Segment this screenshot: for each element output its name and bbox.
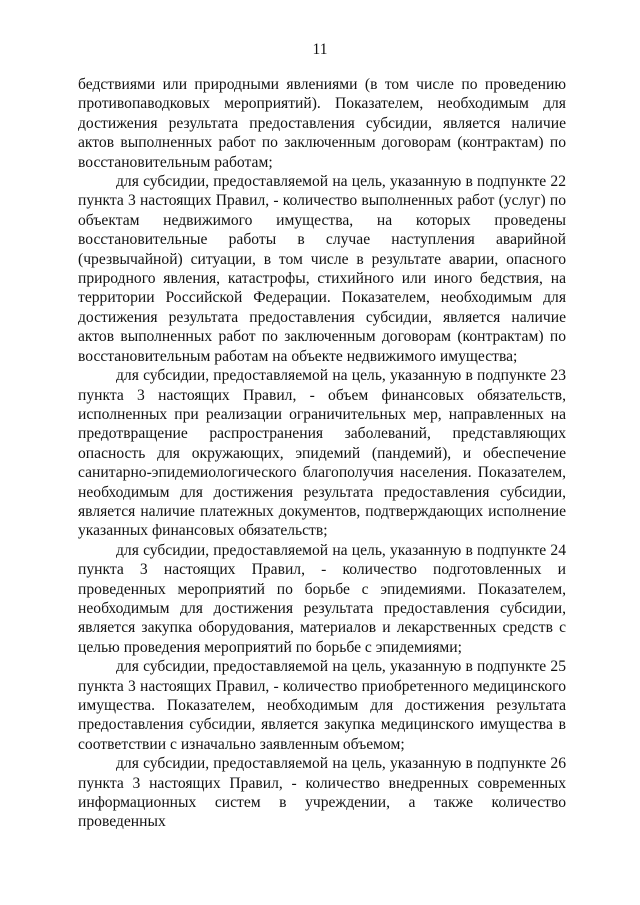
paragraph-subitem-22: для субсидии, предоставляемой на цель, указанную в подпункте 22 пункта 3 настоящих Правил, - количество выполненных работ (услуг) по объектам недвижимого имущества, на которых проведены восстановительные работы в случае наступления аварийной (чрезвычайной) ситуации, в том числе в результате аварии, опасного природного явления, катастрофы, стихийного или иного бедствия, на территории Российской Федерации. Показателем, необходимым для достижения результата предоставления субсидии, является наличие актов выполненных работ по заключенным договорам (контрактам) по восстановительным работам на объекте недвижимого имущества;	[78, 173, 566, 365]
paragraph-subitem-25: для субсидии, предоставляемой на цель, указанную в подпункте 25 пункта 3 настоящих Правил, - количество приобретенного медицинского имущества. Показателем, необходимым для достижения результата предоставления субсидии, является закупка медицинского имущества в соответствии с изначально заявленным объемом;	[78, 658, 566, 753]
paragraph-subitem-23: для субсидии, предоставляемой на цель, указанную в подпункте 23 пункта 3 настоящих Правил, - объем финансовых обязательств, исполненных при реализации ограничительных мер, направленных на предотвращение распространения заболеваний, представляющих опасность для окружающих, эпидемий (пандемий), и обеспечение санитарно-эпидемиологического благополучия населения. Показателем, необходимым для достижения результата предоставления субсидии, является наличие платежных документов, подтверждающих исполнение указанных финансовых обязательств;	[78, 367, 566, 540]
paragraph-subitem-26: для субсидии, предоставляемой на цель, указанную в подпункте 26 пункта 3 настоящих Правил, - количество внедренных современных информационных систем в учреждении, а также количество проведенных	[78, 755, 566, 831]
page-number: 11	[312, 41, 328, 58]
paragraph-subitem-24: для субсидии, предоставляемой на цель, указанную в подпункте 24 пункта 3 настоящих Правил, - количество подготовленных и проведенных мероприятий по борьбе с эпидемиями. Показателем, необходимым для достижения результата предоставления субсидии, является закупка оборудования, материалов и лекарственных средств с целью проведения мероприятий по борьбе с эпидемиями;	[78, 541, 566, 656]
paragraph-continuation: бедствиями или природными явлениями (в том числе по проведению противопаводковых мероприятий). Показателем, необходимым для достижения результата предоставления субсидии, является наличие актов выполненных работ по заключенным договорам (контрактам) по восстановительным работам;	[78, 76, 566, 171]
document-body	[78, 75, 566, 832]
